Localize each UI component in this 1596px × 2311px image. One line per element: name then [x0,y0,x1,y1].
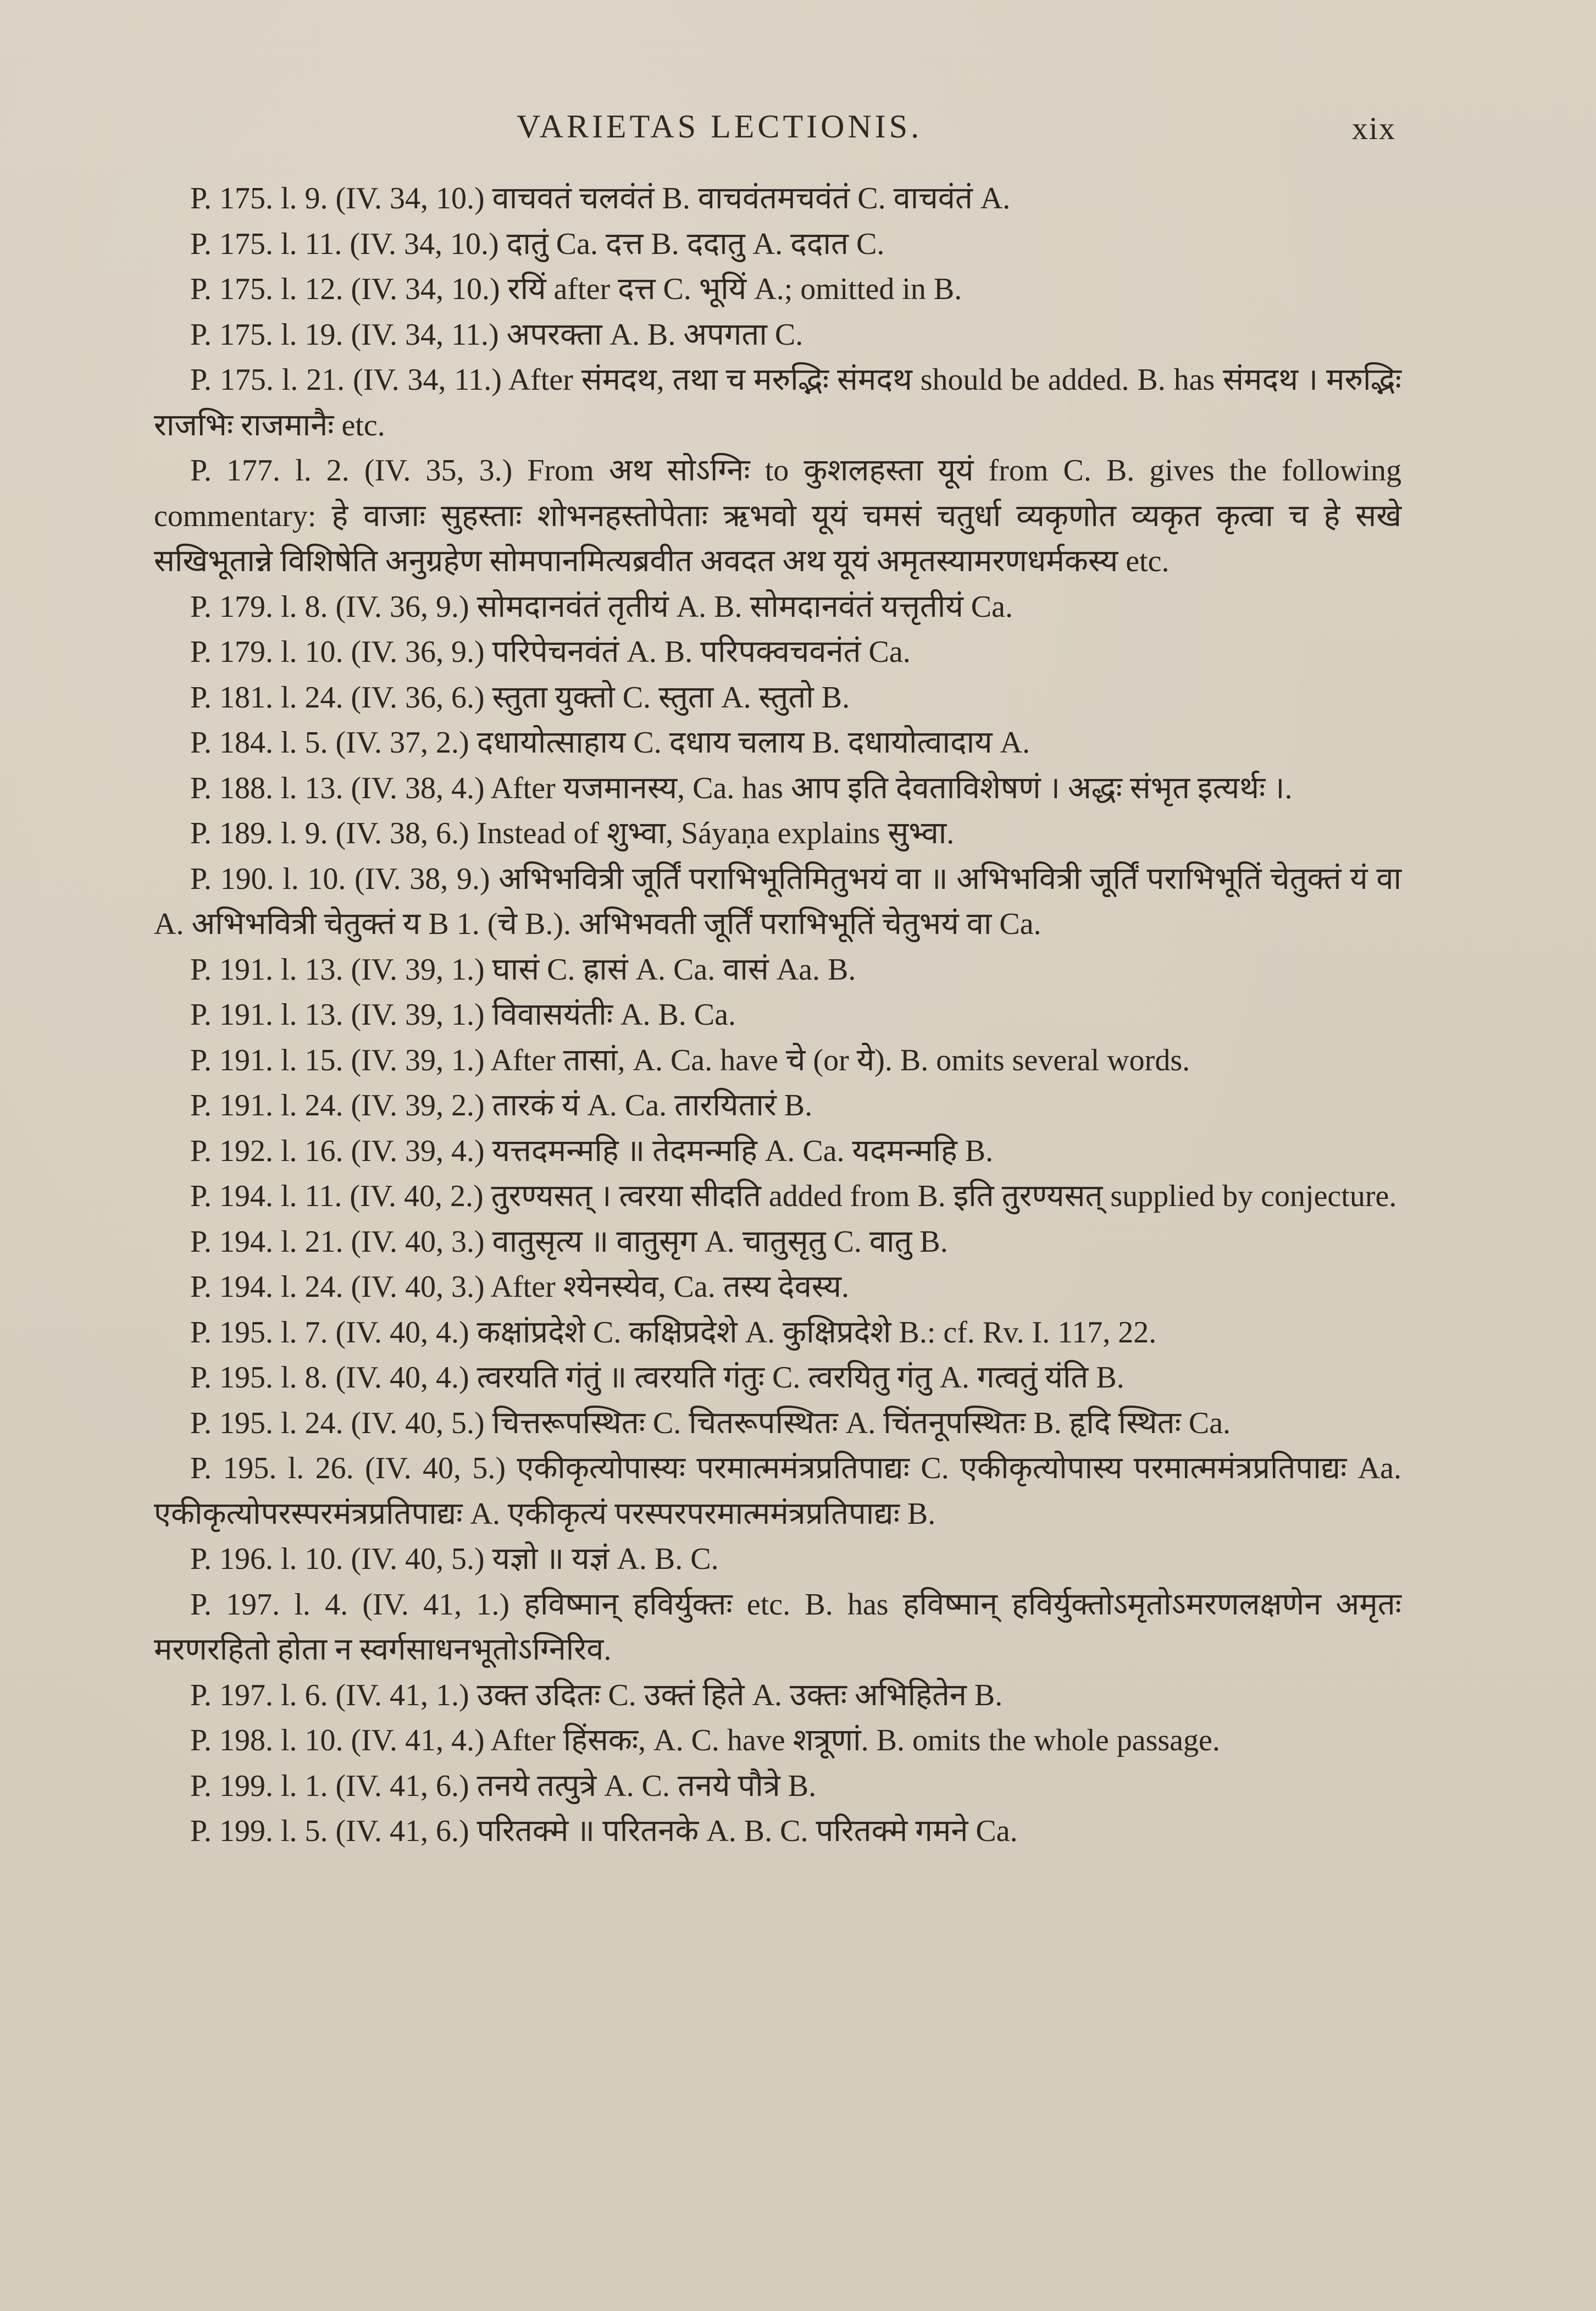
variant-entry: P. 181. l. 24. (IV. 36, 6.) स्तुता युक्तो C. स्तुता A. स्तुतो B. [190,680,850,715]
variant-entry: P. 191. l. 13. (IV. 39, 1.) घासं C. ह्रासं A. Ca. वासं Aa. B. [190,952,856,987]
variant-entry: P. 196. l. 10. (IV. 40, 5.) यज्ञो ॥ यज्ञं A. B. C. [190,1542,719,1576]
variant-entry: P. 191. l. 15. (IV. 39, 1.) After तासां, A. Ca. have चे (or ये). B. omits several words. [190,1043,1190,1077]
variant-entry: P. 195. l. 26. (IV. 40, 5.) एकीकृत्योपास्यः परमात्ममंत्रप्रतिपाद्यः C. एकीकृत्योपास्य परमात्ममंत्रप्रतिपाद्यः Aa. एकीकृत्योपरस्परमंत्रप्रतिपाद्यः A. एकीकृत्यं परस्परपरमात्ममंत्रप्रतिपाद्यः B. [154,1451,1401,1531]
variant-entry: P. 175. l. 19. (IV. 34, 11.) अपरक्ता A. B. अपगता C. [190,317,803,352]
variant-entry: P. 199. l. 1. (IV. 41, 6.) तनये तत्पुत्रे A. C. तनये पौत्रे B. [190,1768,817,1803]
variant-entry: P. 179. l. 10. (IV. 36, 9.) परिपेचनवंतं A. B. परिपक्वचवनंतं Ca. [190,635,911,669]
variant-entry: P. 190. l. 10. (IV. 38, 9.) अभिभवित्री जूर्तिं पराभिभूतिमितुभयं वा ॥ अभिभवित्री जूर्तिं पराभिभूतिं चेतुक्तं यं वा A. अभिभवित्री चेतुक्तं य B 1. (चे B.). अभिभवती जूर्तिं पराभिभूतिं चेतुभयं वा Ca. [154,861,1401,941]
variant-entry: P. 184. l. 5. (IV. 37, 2.) दधायोत्साहाय C. दधाय चलाय B. दधायोत्वादाय A. [190,726,1030,760]
variant-entry: P. 195. l. 7. (IV. 40, 4.) कक्षांप्रदेशे C. कक्षिप्रदेशे A. कुक्षिप्रदेशे B.: cf. Rv. I. 117, 22. [190,1315,1157,1350]
page-number: xix [1351,110,1396,146]
variant-entry: P. 198. l. 10. (IV. 41, 4.) After हिंसकः, A. C. have शत्रूणां. B. omits the whole passage. [190,1723,1220,1757]
variant-entry: P. 194. l. 24. (IV. 40, 3.) After श्येनस्येव, Ca. तस्य देवस्य. [190,1270,850,1304]
variant-entry: P. 195. l. 8. (IV. 40, 4.) त्वरयति गंतुं ॥ त्वरयति गंतुः C. त्वरयितु गंतु A. गत्वतुं यंति B. [190,1361,1124,1395]
variant-entry: P. 199. l. 5. (IV. 41, 6.) परितक्मे ॥ परितनके A. B. C. परितक्मे गमने Ca. [190,1814,1018,1848]
running-title: VARIETAS LECTIONIS. [517,108,923,145]
page-header [154,108,1396,157]
variant-entry: P. 179. l. 8. (IV. 36, 9.) सोमदानवंतं तृतीयं A. B. सोमदानवंतं यत्तृतीयं Ca. [190,589,1013,624]
variant-entry: P. 194. l. 21. (IV. 40, 3.) वातुसृत्य ॥ वातुसृग A. चातुसृतु C. वातु B. [190,1224,948,1259]
variant-entry: P. 188. l. 13. (IV. 38, 4.) After यजमानस्य, Ca. has आप इति देवताविशेषणं । अद्धः संभृत इत्यर्थः ।. [190,771,1293,805]
variant-entry: P. 175. l. 12. (IV. 34, 10.) रयिं after दत्त C. भूयिं A.; omitted in B. [190,272,962,306]
variant-entry: P. 175. l. 21. (IV. 34, 11.) After संमदथ, तथा च मरुद्भिः संमदथ should be added. B. has संमदथ । मरुद्भिः राजभिः राजमानैः etc. [154,363,1401,443]
variant-entry: P. 191. l. 13. (IV. 39, 1.) विवासयंतीः A. B. Ca. [190,998,736,1032]
variant-entry: P. 192. l. 16. (IV. 39, 4.) यत्तदमन्महि ॥ तेदमन्महि A. Ca. यदमन्महि B. [190,1134,994,1168]
variant-entry: P. 197. l. 6. (IV. 41, 1.) उक्त उदितः C. उक्तं हिते A. उक्तः अभिहितेन B. [190,1678,1003,1712]
variant-entry: P. 195. l. 24. (IV. 40, 5.) चित्तरूपस्थितः C. चितरूपस्थितः A. चिंतनूपस्थितः B. हृदि स्थितः Ca. [190,1406,1231,1440]
variant-entry: P. 175. l. 11. (IV. 34, 10.) दातुं Ca. दत्त B. ददातु A. ददात C. [190,226,885,261]
variant-entry: P. 194. l. 11. (IV. 40, 2.) तुरण्यसत् । त्वरया सीदति added from B. इति तुरण्यसत् supplied by conjecture. [190,1179,1397,1213]
variant-entry: P. 189. l. 9. (IV. 38, 6.) Instead of शुभ्वा, Sáyaṇa explains सुभ्वा. [190,816,955,850]
variant-entry: P. 191. l. 24. (IV. 39, 2.) तारकं यं A. Ca. तारयितारं B. [190,1088,813,1123]
variant-entry: P. 177. l. 2. (IV. 35, 3.) From अथ सोऽग्निः to कुशलहस्ता यूयं from C. B. gives the following commentary: हे वाजाः सुहस्ताः शोभनहस्तोपेताः ऋभवो यूयं चमसं चतुर्धा व्यकृणोत व्यकृत कृत्वा च हे सखे सखिभूतान्ने विशिषेति अनुग्रहेण सोमपानमित्यब्रवीत अवदत अथ यूयं अमृतस्यामरणधर्मकस्य etc. [154,454,1401,578]
variant-entry: P. 175. l. 9. (IV. 34, 10.) वाचवतं चलवंतं B. वाचवंतमचवंतं C. वाचवंतं A. [190,181,1011,215]
variant-entry: P. 197. l. 4. (IV. 41, 1.) हविष्मान् हविर्युक्तः etc. B. has हविष्मान् हविर्युक्तोऽमृतोऽमरणलक्षणेन अमृतः मरणरहितो होता न स्वर्गसाधनभूतोऽग्निरिव. [154,1587,1401,1667]
variant-readings-list [154,176,1401,1854]
